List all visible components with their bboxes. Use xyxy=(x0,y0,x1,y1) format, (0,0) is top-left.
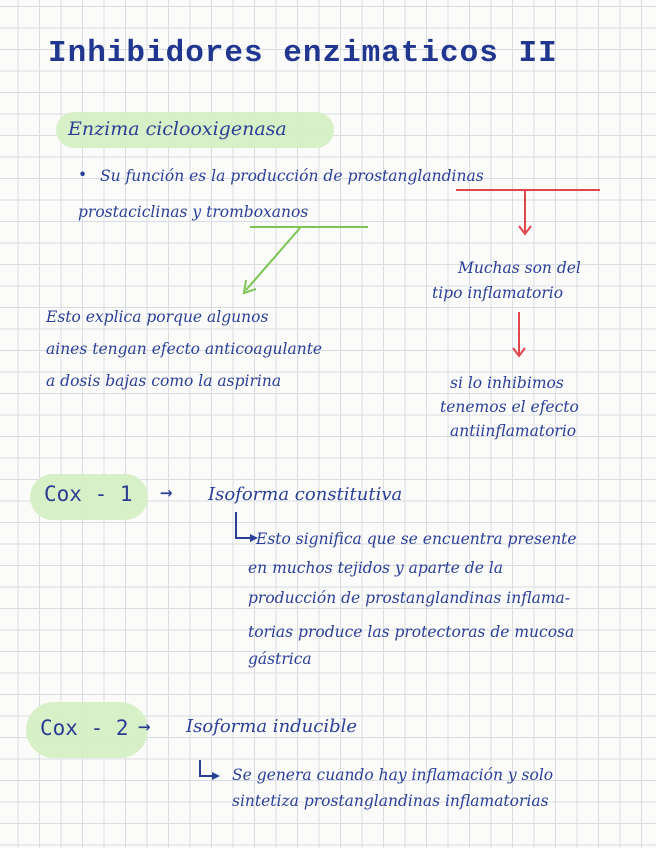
cox1-label: Cox - 1 xyxy=(44,482,133,506)
cox2-arrow: → xyxy=(138,714,151,738)
cox1-detail-line-5: gástrica xyxy=(248,650,312,668)
left-note-line-3: a dosis bajas como la aspirina xyxy=(46,372,282,390)
left-note-line-2: aines tengan efecto anticoagulante xyxy=(46,340,323,358)
page-title: Inhibidores enzimaticos II xyxy=(48,36,558,71)
function-line-2: prostaciclinas y tromboxanos xyxy=(78,203,309,221)
cox2-description: Isoforma inducible xyxy=(186,716,358,737)
cox1-detail-line-3: producción de prostanglandinas inflama- xyxy=(248,589,571,607)
right-note1-line-1: Muchas son del xyxy=(458,259,581,277)
cox1-description: Isoforma constitutiva xyxy=(208,484,403,505)
right-note2-line-2: tenemos el efecto xyxy=(440,398,579,416)
enzyme-heading: Enzima ciclooxigenasa xyxy=(68,118,287,140)
cox1-arrow: → xyxy=(160,480,173,504)
cox2-detail-line-1: Se genera cuando hay inflamación y solo xyxy=(232,766,554,784)
left-note-line-1: Esto explica porque algunos xyxy=(46,308,269,326)
bullet-dot: • xyxy=(78,166,88,184)
cox1-detail-line-4: torias produce las protectoras de mucosa xyxy=(248,623,575,641)
right-note1-line-2: tipo inflamatorio xyxy=(432,284,564,302)
right-note2-line-3: antiinflamatorio xyxy=(450,422,577,440)
function-line-1: Su función es la producción de prostanglandinas xyxy=(100,167,484,185)
cox1-detail-line-2: en muchos tejidos y aparte de la xyxy=(248,559,503,577)
cox2-hook-arrow xyxy=(200,760,214,776)
cox2-detail-line-2: sintetiza prostanglandinas inflamatorias xyxy=(232,792,549,810)
cox1-hook-arrow xyxy=(236,512,252,538)
green-arrow xyxy=(246,228,300,290)
cox1-detail-line-1: Esto significa que se encuentra presente xyxy=(256,530,577,548)
cox2-label: Cox - 2 xyxy=(40,716,129,740)
right-note2-line-1: si lo inhibimos xyxy=(450,374,564,392)
cox2-hook-head xyxy=(212,772,220,780)
